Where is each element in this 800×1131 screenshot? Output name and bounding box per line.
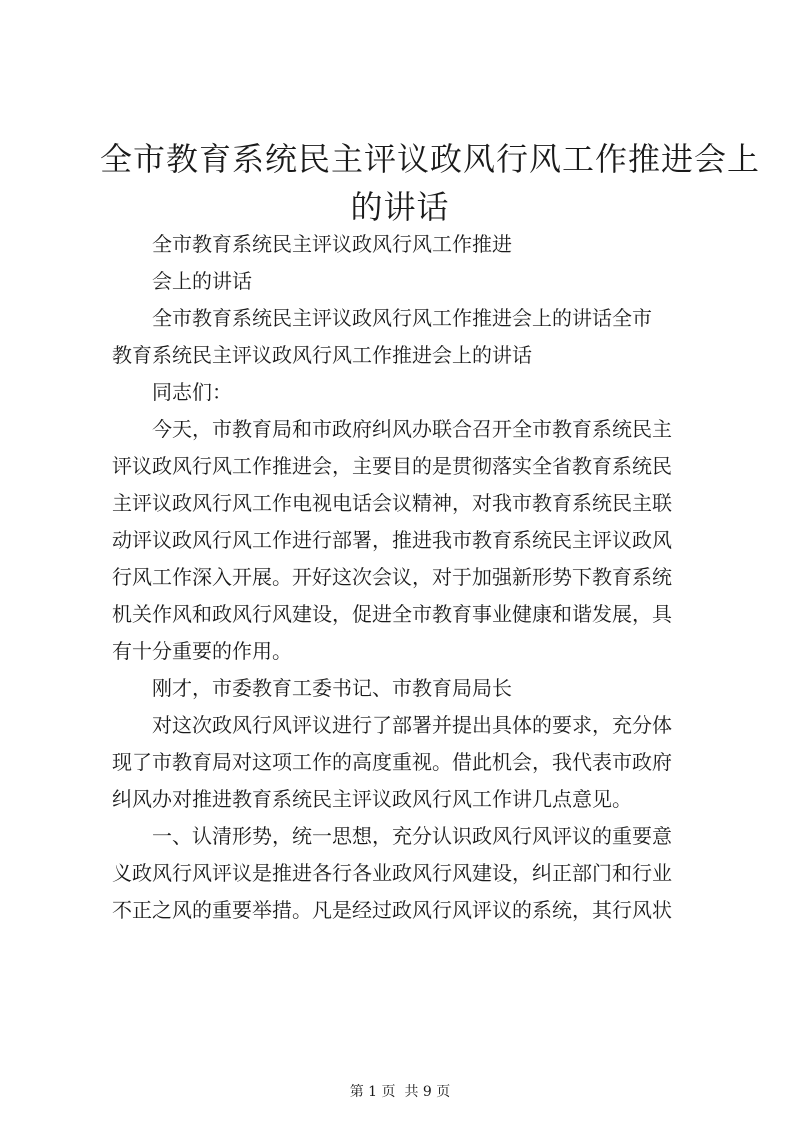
body-line: 会上的讲话 bbox=[152, 269, 252, 293]
title-line-1: 全市教育系统民主评议政风行风工作推进会上 bbox=[100, 140, 761, 178]
body-line: 不正之风的重要举措。凡是经过政风行风评议的系统，其行风状 bbox=[112, 898, 672, 922]
body-line: 动评议政风行风工作进行部署，推进我市教育系统民主评议政风 bbox=[112, 528, 672, 552]
body-line: 行风工作深入开展。开好这次会议，对于加强新形势下教育系统 bbox=[112, 565, 672, 589]
body-line: 刚才，市委教育工委书记、市教育局局长 bbox=[152, 676, 512, 700]
body-line: 全市教育系统民主评议政风行风工作推进会上的讲话全市 bbox=[152, 306, 652, 330]
body-line: 教育系统民主评议政风行风工作推进会上的讲话 bbox=[112, 343, 532, 367]
body-line: 今天，市教育局和市政府纠风办联合召开全市教育系统民主 bbox=[152, 417, 672, 441]
body-line: 对这次政风行风评议进行了部署并提出具体的要求，充分体 bbox=[152, 713, 672, 737]
body-line: 纠风办对推进教育系统民主评议政风行风工作讲几点意见。 bbox=[112, 787, 632, 811]
page-footer bbox=[0, 1083, 800, 1101]
title-line-2: 的讲话 bbox=[350, 188, 450, 226]
body-line: 主评议政风行风工作电视电话会议精神，对我市教育系统民主联 bbox=[112, 491, 672, 515]
body-line: 全市教育系统民主评议政风行风工作推进 bbox=[152, 232, 512, 256]
body-line: 有十分重要的作用。 bbox=[112, 639, 292, 663]
document-title bbox=[100, 135, 761, 231]
body-line: 机关作风和政风行风建设，促进全市教育事业健康和谐发展，具 bbox=[112, 602, 672, 626]
page-number: 第 1 页 共 9 页 bbox=[349, 1084, 451, 1100]
body-line: 现了市教育局对这项工作的高度重视。借此机会，我代表市政府 bbox=[112, 750, 672, 774]
body-line: 义政风行风评议是推进各行各业政风行风建设，纠正部门和行业 bbox=[112, 861, 672, 885]
body-line: 评议政风行风工作推进会，主要目的是贯彻落实全省教育系统民 bbox=[112, 454, 672, 478]
body-line: 一、认清形势，统一思想，充分认识政风行风评议的重要意 bbox=[152, 824, 672, 848]
body-line: 同志们： bbox=[152, 380, 232, 404]
document-body bbox=[112, 226, 702, 929]
